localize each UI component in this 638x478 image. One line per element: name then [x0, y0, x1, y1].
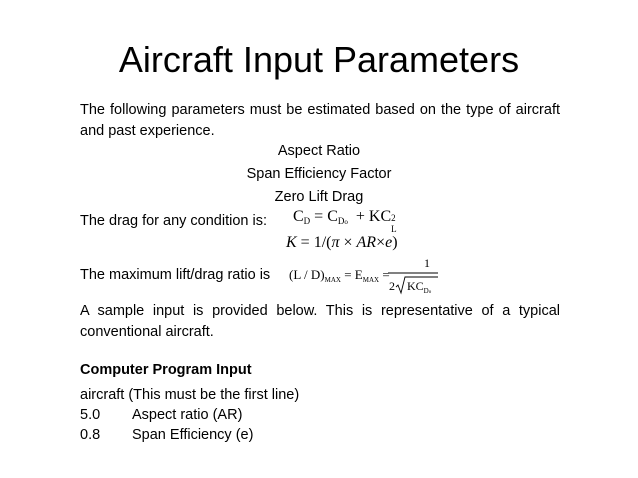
drag-formula: [293, 208, 399, 234]
drag-cd: C: [293, 208, 304, 225]
ld-eq: = E: [344, 267, 363, 282]
input-line-efficiency-desc: Span Efficiency (e): [132, 427, 254, 443]
param-zero-lift-drag: Zero Lift Drag: [274, 189, 364, 205]
ld-label: The maximum lift/drag ratio is: [80, 267, 271, 283]
intro-paragraph: The following parameters must be estimated based on the type of aircraft and past experience.: [80, 102, 560, 139]
param-aspect-ratio: Aspect Ratio: [277, 143, 361, 159]
input-line-efficiency-value: 0.8: [80, 427, 101, 443]
ld-den-sub: D: [423, 287, 429, 295]
page-title: Aircraft Input Parameters: [118, 39, 520, 80]
sample-paragraph: A sample input is provided below. This is representative of a typical conventional aircraft.: [80, 303, 560, 340]
drag-plus: + KC: [355, 208, 392, 225]
ld-den-coef: 2: [389, 279, 395, 293]
drag-cl-sup: 2: [391, 213, 396, 223]
drag-cd-sub: D: [303, 216, 311, 226]
ld-formula: [289, 256, 449, 296]
ld-eq2: =: [382, 267, 390, 282]
input-line-aspect-value: 5.0: [80, 407, 101, 423]
ld-numerator: 1: [424, 256, 430, 270]
k-e: e: [385, 234, 393, 251]
drag-cd0-sub: D: [337, 216, 345, 226]
input-line-aircraft: aircraft (This must be the first line): [80, 387, 300, 403]
k-formula: [286, 234, 398, 252]
ld-e-sub: MAX: [362, 276, 380, 284]
ld-lhs: (L / D): [289, 267, 325, 282]
k-ar: AR: [356, 234, 377, 251]
k-symbol: K: [286, 234, 297, 251]
drag-cl-sub: L: [391, 224, 397, 234]
ld-den-kc: KC: [407, 279, 424, 293]
k-times1: ×: [343, 234, 353, 251]
k-times2: ×: [376, 234, 386, 251]
section-heading: Computer Program Input: [80, 362, 252, 378]
drag-cd0-subsub: o: [344, 218, 348, 226]
ld-lhs-sub: MAX: [324, 276, 341, 284]
ld-den-subsub: o: [428, 290, 432, 295]
drag-eq: = C: [314, 208, 338, 225]
k-eq: = 1/(: [300, 234, 332, 251]
k-close: ): [392, 234, 398, 251]
param-span-efficiency: Span Efficiency Factor: [246, 166, 392, 182]
input-line-aspect-desc: Aspect ratio (AR): [132, 407, 243, 423]
drag-label: The drag for any condition is:: [80, 213, 267, 229]
k-pi: π: [331, 234, 340, 251]
